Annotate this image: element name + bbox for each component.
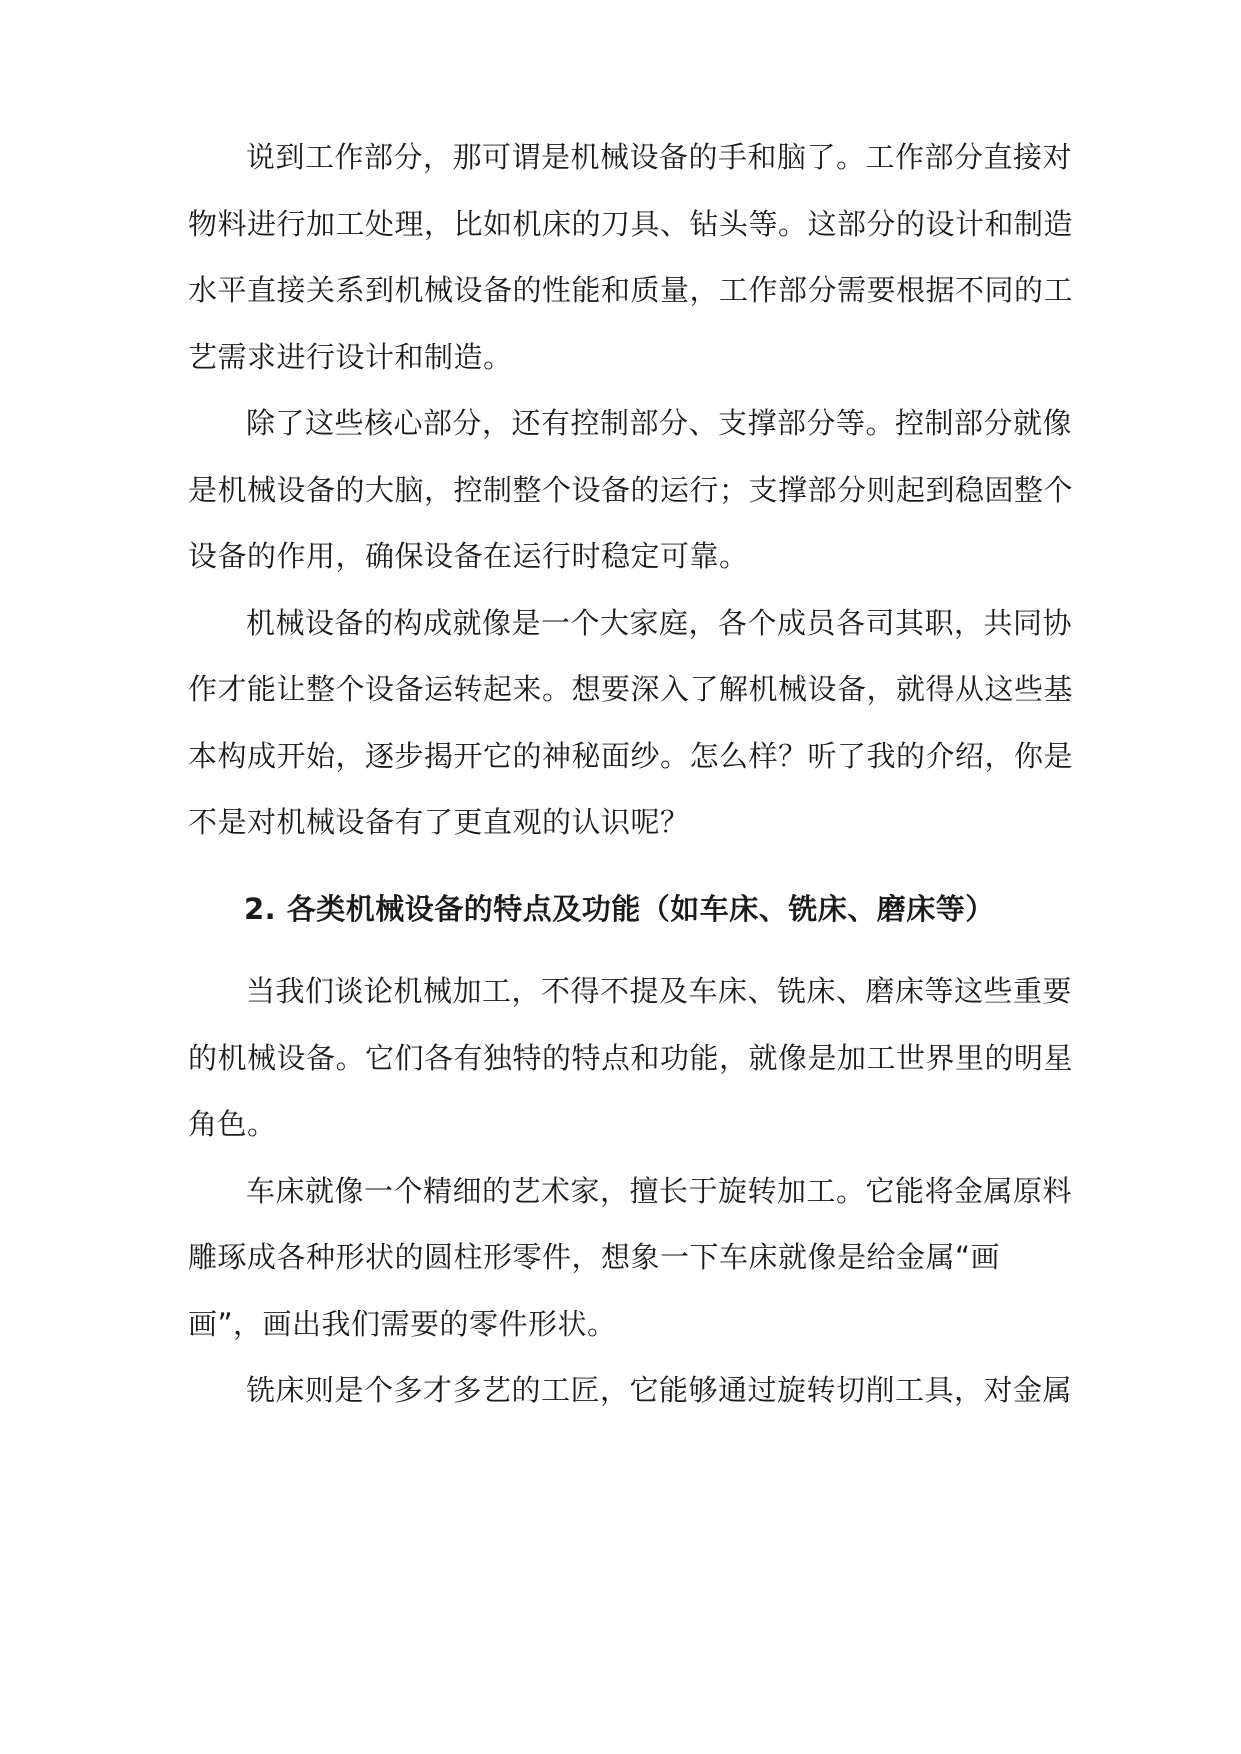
paragraph-1-line-3: 水平直接关系到机械设备的性能和质量，工作部分需要根据不同的工 — [188, 273, 1074, 307]
paragraph-3-line-2: 作才能让整个设备运转起来。想要深入了解机械设备，就得从这些基 — [188, 672, 1074, 706]
paragraph-1-line-2: 物料进行加工处理，比如机床的刀具、钻头等。这部分的设计和制造 — [188, 207, 1074, 241]
paragraph-2-line-2: 是机械设备的大脑，控制整个设备的运行；支撑部分则起到稳固整个 — [188, 473, 1074, 507]
paragraph-1-line-4: 艺需求进行设计和制造。 — [188, 340, 513, 374]
paragraph-4-line-1: 当我们谈论机械加工，不得不提及车床、铣床、磨床等这些重要 — [246, 974, 1073, 1008]
paragraph-3-line-1: 机械设备的构成就像是一个大家庭，各个成员各司其职，共同协 — [246, 606, 1073, 640]
paragraph-3-line-3: 本构成开始，逐步揭开它的神秘面纱。怎么样？听了我的介绍，你是 — [188, 739, 1074, 773]
paragraph-4-line-2: 的机械设备。它们各有独特的特点和功能，就像是加工世界里的明星 — [188, 1041, 1074, 1075]
paragraph-6-line-1: 铣床则是个多才多艺的工匠，它能够通过旋转切削工具，对金属 — [246, 1373, 1073, 1407]
paragraph-4-line-3: 角色。 — [188, 1107, 277, 1141]
paragraph-5-line-3: 画”，画出我们需要的零件形状。 — [188, 1307, 617, 1341]
paragraph-5-line-2: 雕琢成各种形状的圆柱形零件，想象一下车床就像是给金属“画 — [188, 1240, 1001, 1274]
paragraph-3-line-4: 不是对机械设备有了更直观的认识呢？ — [188, 805, 690, 839]
paragraph-5-line-1: 车床就像一个精细的艺术家，擅长于旋转加工。它能将金属原料 — [246, 1174, 1073, 1208]
paragraph-2-line-3: 设备的作用，确保设备在运行时稳定可靠。 — [188, 539, 749, 573]
paragraph-2-line-1: 除了这些核心部分，还有控制部分、支撑部分等。控制部分就像 — [246, 406, 1073, 440]
section-heading: 2. 各类机械设备的特点及功能（如车床、铣床、磨床等） — [244, 892, 995, 926]
paragraph-1-line-1: 说到工作部分，那可谓是机械设备的手和脑了。工作部分直接对 — [246, 140, 1073, 174]
